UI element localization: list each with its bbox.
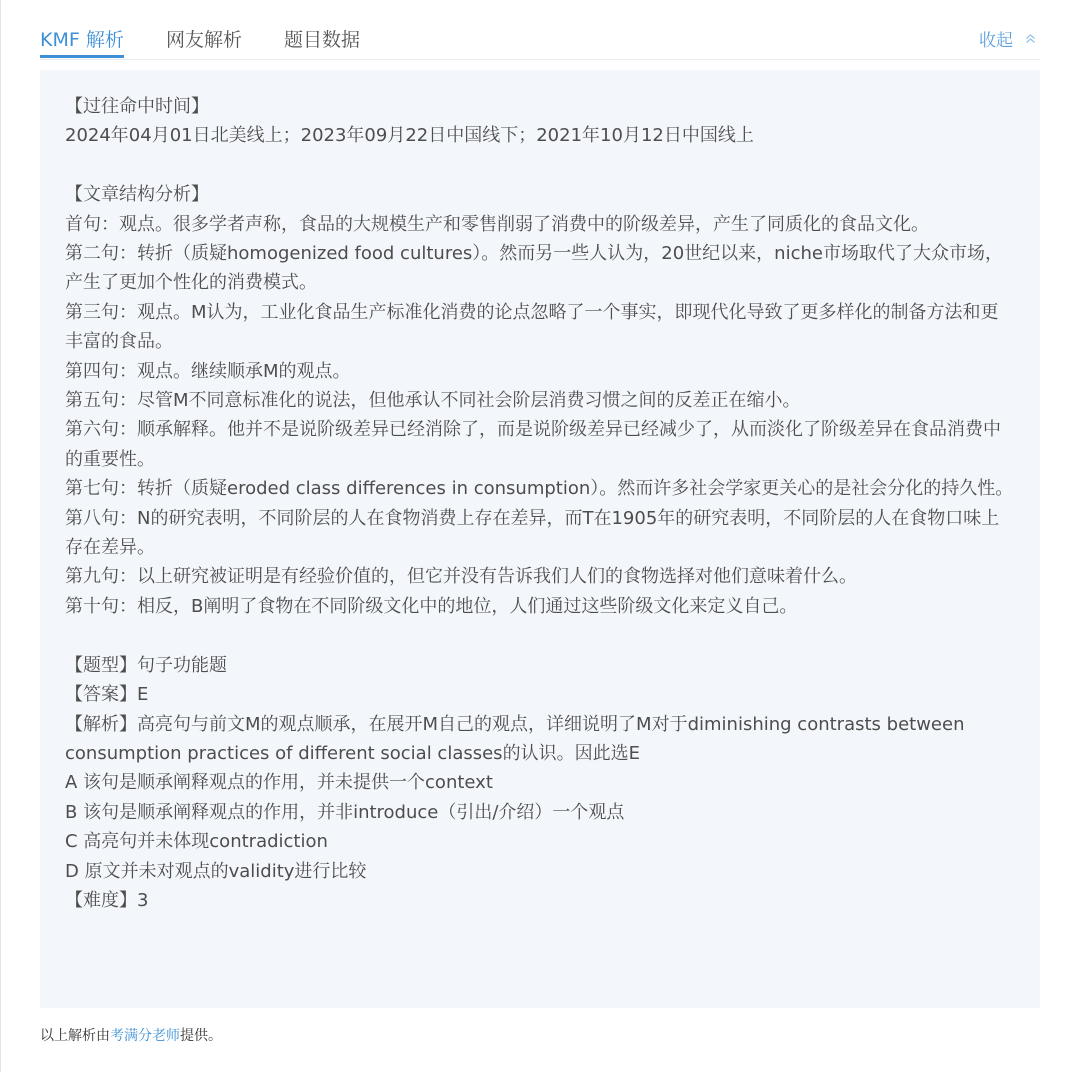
structure-line: 第九句：以上研究被证明是有经验价值的，但它并没有告诉我们人们的食物选择对他们意味着什么。 xyxy=(65,566,857,588)
teacher-link[interactable]: 考满分老师 xyxy=(110,1028,180,1044)
collapse-button[interactable] xyxy=(979,30,1036,54)
question-type: 【题型】句子功能题 xyxy=(65,654,227,676)
structure-line: 第十句：相反，B阐明了食物在不同阶级文化中的地位，人们通过这些阶级文化来定义自己。 xyxy=(65,595,798,617)
collapse-label: 收起 xyxy=(979,31,1013,51)
analysis-tab-bar xyxy=(40,26,1040,60)
analysis-credit xyxy=(40,1026,222,1046)
difficulty: 【难度】3 xyxy=(65,889,149,911)
analysis-content xyxy=(65,92,1015,915)
double-chevron-up-icon xyxy=(1025,28,1036,50)
spacer xyxy=(65,621,1015,650)
option-explanation-a: A 该句是顺承阐释观点的作用，并未提供一个context xyxy=(65,772,493,794)
structure-line: 第七句：转折（质疑eroded class differences in consumption）。然而许多社会学家更关心的是社会分化的持久性。 xyxy=(65,478,1014,500)
structure-heading: 【文章结构分析】 xyxy=(65,184,209,206)
tab-question-data[interactable]: 题目数据 xyxy=(284,29,361,51)
tab-kmf-analysis[interactable]: KMF 解析 xyxy=(40,26,124,56)
option-explanation-d: D 原文并未对观点的validity进行比较 xyxy=(65,860,367,882)
credit-prefix: 以上解析由 xyxy=(40,1028,110,1044)
spacer xyxy=(65,151,1015,180)
option-explanation-c: C 高亮句并未体现contradiction xyxy=(65,831,328,853)
credit-suffix: 提供。 xyxy=(180,1028,222,1044)
tab-user-analysis[interactable]: 网友解析 xyxy=(166,29,243,51)
page-left-border xyxy=(0,0,1,1072)
option-explanation-b: B 该句是顺承阐释观点的作用，并非introduce（引出/介绍）一个观点 xyxy=(65,801,625,823)
hit-time-text: 2024年04月01日北美线上；2023年09月22日中国线下；2021年10月12日中国线上 xyxy=(65,125,754,147)
analysis-panel xyxy=(40,70,1040,1008)
explanation: 【解析】高亮句与前文M的观点顺承，在展开M自己的观点，详细说明了M对于diminishing contrasts between consumption practices of different social classes的认识。因此选E xyxy=(65,713,965,764)
structure-line: 首句：观点。很多学者声称，食品的大规模生产和零售削弱了消费中的阶级差异，产生了同质化的食品文化。 xyxy=(65,213,929,235)
structure-line: 第五句：尽管M不同意标准化的说法，但他承认不同社会阶层消费习惯之间的反差正在缩小。 xyxy=(65,390,801,412)
structure-line: 第六句：顺承解释。他并不是说阶级差异已经消除了，而是说阶级差异已经减少了，从而淡化了阶级差异在食品消费中的重要性。 xyxy=(65,419,1001,470)
structure-line: 第三句：观点。M认为，工业化食品生产标准化消费的论点忽略了一个事实，即现代化导致了更多样化的制备方法和更丰富的食品。 xyxy=(65,301,999,353)
structure-line: 第二句：转折（质疑homogenized food cultures）。然而另一些人认为，20世纪以来，niche市场取代了大众市场，产生了更加个性化的消费模式。 xyxy=(65,243,1003,294)
hit-time-heading: 【过往命中时间】 xyxy=(65,96,209,117)
answer: 【答案】E xyxy=(65,684,149,706)
structure-line: 第四句：观点。继续顺承M的观点。 xyxy=(65,360,351,382)
structure-line: 第八句：N的研究表明，不同阶层的人在食物消费上存在差异，而T在1905年的研究表明，不同阶层的人在食物口味上存在差异。 xyxy=(65,507,1000,559)
